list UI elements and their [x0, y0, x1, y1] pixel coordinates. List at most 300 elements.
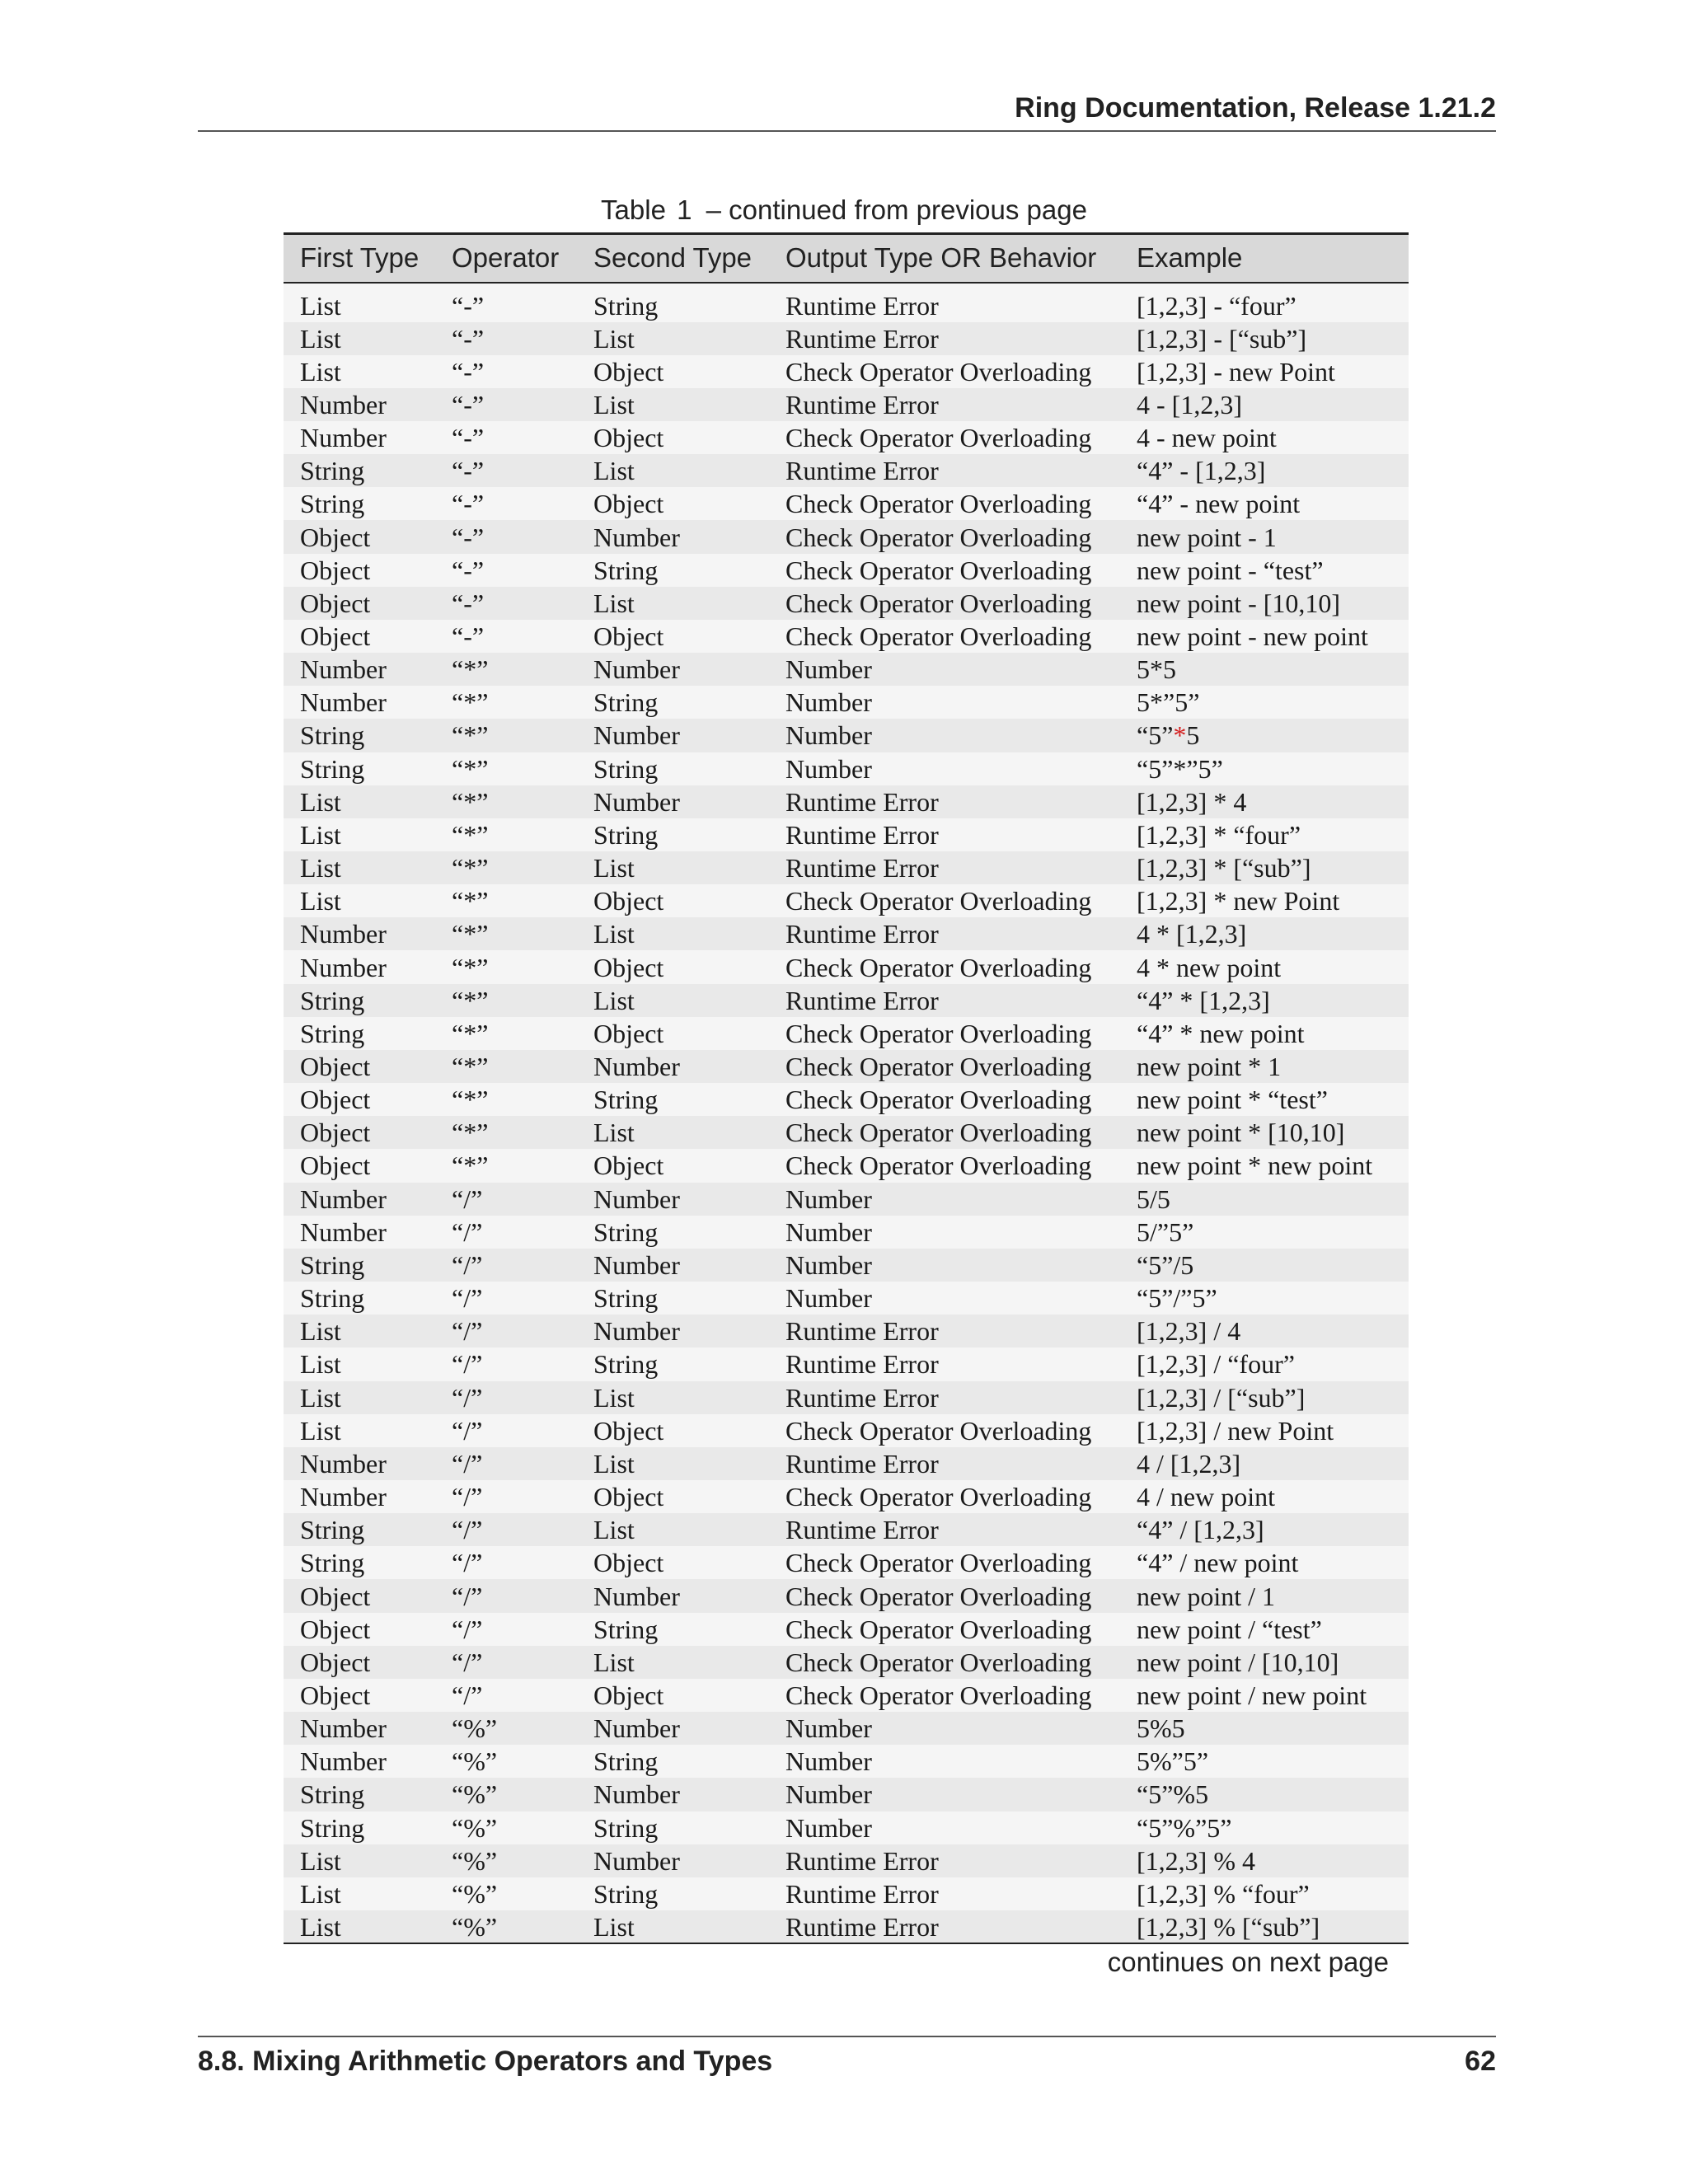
- cell-output: Runtime Error: [785, 786, 939, 817]
- cell-operator: “/”: [452, 1283, 483, 1314]
- cell-operator: “%”: [452, 1845, 498, 1876]
- running-footer: [198, 2036, 1496, 2077]
- cell-operator: “/”: [452, 1515, 483, 1545]
- cell-output: Check Operator Overloading: [785, 423, 1092, 453]
- cell-operator: “-”: [452, 323, 485, 354]
- cell-operator: “/”: [452, 1382, 483, 1413]
- cell-operator: “/”: [452, 1249, 483, 1280]
- cell-second-type: List: [593, 1448, 635, 1479]
- cell-operator: “*”: [452, 1018, 489, 1048]
- cell-operator: “-”: [452, 456, 485, 486]
- table-caption: [0, 194, 1688, 226]
- cell-first-type: Number: [300, 919, 387, 949]
- cell-example: [1,2,3] % “four”: [1137, 1878, 1310, 1909]
- cell-output: Check Operator Overloading: [785, 1680, 1092, 1710]
- cell-operator: “%”: [452, 1713, 498, 1744]
- cell-operator: “%”: [452, 1911, 498, 1942]
- cell-example: new point - “test”: [1137, 555, 1324, 585]
- cell-operator: “/”: [452, 1448, 483, 1479]
- cell-second-type: Number: [593, 1713, 680, 1744]
- cell-first-type: String: [300, 753, 365, 784]
- cell-example: 4 * new point: [1137, 952, 1282, 982]
- cell-example: new point - new point: [1137, 621, 1368, 651]
- cell-first-type: Object: [300, 1151, 371, 1181]
- cell-operator: “%”: [452, 1812, 498, 1843]
- cell-operator: “*”: [452, 886, 489, 916]
- table-row: [284, 950, 1409, 983]
- cell-output: Number: [785, 687, 872, 718]
- cell-first-type: String: [300, 1812, 365, 1843]
- table-row: [284, 1116, 1409, 1149]
- cell-output: Runtime Error: [785, 1448, 939, 1479]
- col-header-example: Example: [1137, 242, 1243, 274]
- operator-type-table: [284, 232, 1409, 1944]
- table-row: [284, 1381, 1409, 1414]
- cell-second-type: String: [593, 1878, 659, 1909]
- cell-output: Check Operator Overloading: [785, 356, 1092, 387]
- cell-operator: “*”: [452, 853, 489, 883]
- cell-output: Runtime Error: [785, 985, 939, 1015]
- cell-first-type: Object: [300, 555, 371, 585]
- cell-output: Number: [785, 753, 872, 784]
- cell-second-type: Number: [593, 1316, 680, 1347]
- cell-operator: “*”: [452, 654, 489, 685]
- cell-second-type: String: [593, 555, 659, 585]
- table-row: [284, 1546, 1409, 1579]
- cell-second-type: List: [593, 1118, 635, 1148]
- cell-operator: “*”: [452, 919, 489, 949]
- cell-operator: “/”: [452, 1581, 483, 1611]
- cell-operator: “%”: [452, 1746, 498, 1777]
- table-row: [284, 1315, 1409, 1347]
- cell-example: “4” - new point: [1137, 489, 1301, 519]
- cell-second-type: Object: [593, 1018, 664, 1048]
- cell-first-type: Object: [300, 522, 371, 552]
- cell-example: “4” - [1,2,3]: [1137, 456, 1266, 486]
- cell-second-type: Object: [593, 423, 664, 453]
- cell-second-type: List: [593, 985, 635, 1015]
- cell-first-type: Number: [300, 1183, 387, 1214]
- table-row: [284, 283, 1409, 322]
- cell-first-type: String: [300, 1548, 365, 1578]
- cell-example: new point * 1: [1137, 1052, 1282, 1082]
- cell-example: new point - [10,10]: [1137, 588, 1341, 618]
- cell-first-type: Number: [300, 952, 387, 982]
- cell-operator: “-”: [452, 291, 485, 321]
- cell-output: Runtime Error: [785, 1382, 939, 1413]
- cell-first-type: Number: [300, 1482, 387, 1512]
- cell-example: [1,2,3] / 4: [1137, 1316, 1241, 1347]
- cell-example: “5”%”5”: [1137, 1812, 1232, 1843]
- cell-second-type: String: [593, 1283, 659, 1314]
- cell-operator: “-”: [452, 555, 485, 585]
- cell-second-type: Object: [593, 1680, 664, 1710]
- cell-output: Check Operator Overloading: [785, 1415, 1092, 1446]
- cell-first-type: List: [300, 323, 341, 354]
- cell-example: “5”/”5”: [1137, 1283, 1217, 1314]
- cell-first-type: Number: [300, 1746, 387, 1777]
- cell-example: 4 / [1,2,3]: [1137, 1448, 1241, 1479]
- cell-operator: “-”: [452, 522, 485, 552]
- cell-second-type: Number: [593, 1779, 680, 1810]
- table-row: [284, 1447, 1409, 1480]
- cell-second-type: Object: [593, 886, 664, 916]
- cell-example: “4” * new point: [1137, 1018, 1305, 1048]
- cell-output: Runtime Error: [785, 456, 939, 486]
- cell-output: Number: [785, 1283, 872, 1314]
- cell-example: [1,2,3] % 4: [1137, 1845, 1255, 1876]
- cell-first-type: List: [300, 356, 341, 387]
- cell-output: Runtime Error: [785, 819, 939, 850]
- cell-second-type: Number: [593, 654, 680, 685]
- caption-number: 1: [677, 194, 692, 225]
- cell-first-type: Object: [300, 1647, 371, 1677]
- cell-second-type: List: [593, 1911, 635, 1942]
- cell-output: Runtime Error: [785, 1515, 939, 1545]
- cell-operator: “/”: [452, 1680, 483, 1710]
- cell-first-type: Object: [300, 588, 371, 618]
- cell-operator: “-”: [452, 489, 485, 519]
- cell-example: 4 - [1,2,3]: [1137, 389, 1242, 419]
- cell-example: [1,2,3] - new Point: [1137, 356, 1335, 387]
- cell-operator: “*”: [452, 1052, 489, 1082]
- cell-first-type: List: [300, 1316, 341, 1347]
- cell-second-type: Object: [593, 489, 664, 519]
- table-row: [284, 752, 1409, 785]
- highlighted-operator: *: [1173, 720, 1187, 751]
- cell-second-type: Object: [593, 356, 664, 387]
- table-row: [284, 620, 1409, 653]
- cell-example: new point / 1: [1137, 1581, 1275, 1611]
- cell-output: Runtime Error: [785, 323, 939, 354]
- cell-output: Check Operator Overloading: [785, 1548, 1092, 1578]
- table-row: [284, 1513, 1409, 1546]
- cell-example: 5*”5”: [1137, 687, 1200, 718]
- cell-first-type: Object: [300, 621, 371, 651]
- table-row: [284, 884, 1409, 917]
- table-row: [284, 554, 1409, 587]
- table-header: [284, 234, 1409, 283]
- cell-second-type: List: [593, 389, 635, 419]
- cell-output: Check Operator Overloading: [785, 588, 1092, 618]
- cell-output: Runtime Error: [785, 291, 939, 321]
- table-row: [284, 1745, 1409, 1778]
- section-title: 8.8. Mixing Arithmetic Operators and Types: [198, 2046, 773, 2077]
- cell-example: “4” / new point: [1137, 1548, 1299, 1578]
- continuation-note: continues on next page: [1107, 1947, 1389, 1977]
- cell-operator: “*”: [452, 720, 489, 751]
- table-row: [284, 587, 1409, 620]
- table-row: [284, 1050, 1409, 1083]
- cell-second-type: Number: [593, 1183, 680, 1214]
- cell-output: Runtime Error: [785, 1349, 939, 1380]
- cell-example: 4 - new point: [1137, 423, 1277, 453]
- document-title: Ring Documentation, Release 1.21.2: [1015, 92, 1496, 124]
- header-row: [284, 234, 1409, 283]
- cell-first-type: String: [300, 489, 365, 519]
- cell-output: Runtime Error: [785, 919, 939, 949]
- col-header-second-type: Second Type: [593, 242, 753, 274]
- cell-first-type: Number: [300, 687, 387, 718]
- cell-second-type: List: [593, 853, 635, 883]
- cell-output: Number: [785, 720, 872, 751]
- cell-operator: “/”: [452, 1415, 483, 1446]
- cell-second-type: String: [593, 1614, 659, 1644]
- cell-example: [1,2,3] / “four”: [1137, 1349, 1295, 1380]
- cell-second-type: Object: [593, 1151, 664, 1181]
- cell-operator: “%”: [452, 1878, 498, 1909]
- cell-output: Check Operator Overloading: [785, 1085, 1092, 1115]
- cell-first-type: String: [300, 1018, 365, 1048]
- cell-operator: “-”: [452, 356, 485, 387]
- cell-first-type: List: [300, 1878, 341, 1909]
- cell-operator: “*”: [452, 1151, 489, 1181]
- table-row: [284, 421, 1409, 454]
- table-row: [284, 719, 1409, 752]
- table-row: [284, 454, 1409, 487]
- cell-output: Number: [785, 1713, 872, 1744]
- page-number: 62: [1465, 2046, 1496, 2077]
- cell-first-type: String: [300, 1515, 365, 1545]
- cell-example: [1,2,3] / [“sub”]: [1137, 1382, 1306, 1413]
- cell-output: Check Operator Overloading: [785, 1647, 1092, 1677]
- cell-output: Number: [785, 654, 872, 685]
- cell-output: Check Operator Overloading: [785, 1151, 1092, 1181]
- cell-first-type: List: [300, 886, 341, 916]
- table-row: [284, 1712, 1409, 1745]
- table-row: [284, 1149, 1409, 1182]
- cell-example: 5/5: [1137, 1183, 1170, 1214]
- cell-example: “5”%5: [1137, 1779, 1209, 1810]
- cell-operator: “/”: [452, 1647, 483, 1677]
- cell-example: “5”*5: [1137, 720, 1200, 751]
- table-row: [284, 520, 1409, 553]
- cell-first-type: Number: [300, 654, 387, 685]
- col-header-output: Output Type OR Behavior: [785, 242, 1097, 274]
- cell-first-type: String: [300, 985, 365, 1015]
- cell-output: Number: [785, 1183, 872, 1214]
- cell-output: Number: [785, 1249, 872, 1280]
- cell-operator: “/”: [452, 1349, 483, 1380]
- cell-operator: “%”: [452, 1779, 498, 1810]
- col-header-operator: Operator: [452, 242, 560, 274]
- table-row: [284, 917, 1409, 950]
- cell-first-type: Object: [300, 1085, 371, 1115]
- cell-output: Check Operator Overloading: [785, 1118, 1092, 1148]
- cell-operator: “/”: [452, 1216, 483, 1247]
- cell-example: “4” / [1,2,3]: [1137, 1515, 1264, 1545]
- cell-operator: “/”: [452, 1614, 483, 1644]
- cell-second-type: String: [593, 291, 659, 321]
- cell-output: Number: [785, 1812, 872, 1843]
- cell-operator: “/”: [452, 1482, 483, 1512]
- cell-second-type: String: [593, 1349, 659, 1380]
- cell-second-type: Number: [593, 720, 680, 751]
- cell-output: Number: [785, 1779, 872, 1810]
- cell-output: Check Operator Overloading: [785, 886, 1092, 916]
- cell-example: [1,2,3] * “four”: [1137, 819, 1301, 850]
- cell-second-type: String: [593, 1216, 659, 1247]
- cell-operator: “*”: [452, 952, 489, 982]
- cell-second-type: String: [593, 687, 659, 718]
- cell-output: Check Operator Overloading: [785, 555, 1092, 585]
- cell-operator: “*”: [452, 1085, 489, 1115]
- cell-example: new point * new point: [1137, 1151, 1373, 1181]
- cell-first-type: List: [300, 819, 341, 850]
- cell-output: Check Operator Overloading: [785, 952, 1092, 982]
- cell-second-type: String: [593, 1746, 659, 1777]
- table-row: [284, 322, 1409, 355]
- cell-output: Check Operator Overloading: [785, 1614, 1092, 1644]
- cell-operator: “*”: [452, 786, 489, 817]
- cell-first-type: List: [300, 1845, 341, 1876]
- cell-output: Check Operator Overloading: [785, 522, 1092, 552]
- cell-example: [1,2,3] * 4: [1137, 786, 1247, 817]
- cell-second-type: Number: [593, 1249, 680, 1280]
- table-row: [284, 818, 1409, 851]
- cell-first-type: List: [300, 1382, 341, 1413]
- cell-operator: “/”: [452, 1548, 483, 1578]
- caption-suffix: – continued from previous page: [706, 194, 1087, 225]
- cell-operator: “/”: [452, 1316, 483, 1347]
- cell-second-type: Number: [593, 786, 680, 817]
- cell-first-type: List: [300, 1349, 341, 1380]
- cell-first-type: Object: [300, 1680, 371, 1710]
- table-row: [284, 1613, 1409, 1646]
- cell-operator: “-”: [452, 389, 485, 419]
- cell-operator: “*”: [452, 1118, 489, 1148]
- cell-operator: “*”: [452, 985, 489, 1015]
- cell-second-type: Object: [593, 621, 664, 651]
- running-header: [198, 91, 1496, 132]
- cell-example: new point / [10,10]: [1137, 1647, 1339, 1677]
- cell-example: 5/”5”: [1137, 1216, 1194, 1247]
- cell-example: [1,2,3] - [“sub”]: [1137, 323, 1307, 354]
- cell-output: Check Operator Overloading: [785, 1482, 1092, 1512]
- cell-example: new point - 1: [1137, 522, 1277, 552]
- cell-first-type: String: [300, 1249, 365, 1280]
- cell-second-type: Number: [593, 1845, 680, 1876]
- cell-example: [1,2,3] * new Point: [1137, 886, 1340, 916]
- cell-second-type: Number: [593, 1581, 680, 1611]
- cell-example: [1,2,3] % [“sub”]: [1137, 1911, 1320, 1942]
- table-row: [284, 1282, 1409, 1315]
- table-row: [284, 653, 1409, 686]
- cell-first-type: Number: [300, 423, 387, 453]
- table-row: [284, 1480, 1409, 1513]
- cell-example: “5”/5: [1137, 1249, 1194, 1280]
- table-row: [284, 1216, 1409, 1249]
- cell-first-type: Object: [300, 1581, 371, 1611]
- cell-second-type: List: [593, 456, 635, 486]
- cell-operator: “/”: [452, 1183, 483, 1214]
- table-row: [284, 1579, 1409, 1612]
- cell-first-type: Number: [300, 1448, 387, 1479]
- cell-output: Runtime Error: [785, 1316, 939, 1347]
- cell-second-type: String: [593, 753, 659, 784]
- table-row: [284, 851, 1409, 884]
- cell-output: Check Operator Overloading: [785, 1581, 1092, 1611]
- table-row: [284, 1414, 1409, 1447]
- cell-first-type: Object: [300, 1052, 371, 1082]
- cell-example: [1,2,3] * [“sub”]: [1137, 853, 1311, 883]
- cell-first-type: List: [300, 786, 341, 817]
- table-row: [284, 1811, 1409, 1844]
- cell-output: Runtime Error: [785, 1845, 939, 1876]
- cell-operator: “*”: [452, 687, 489, 718]
- cell-output: Check Operator Overloading: [785, 1052, 1092, 1082]
- table-body: [284, 283, 1409, 1944]
- cell-first-type: String: [300, 1283, 365, 1314]
- cell-example: new point / “test”: [1137, 1614, 1322, 1644]
- cell-operator: “*”: [452, 753, 489, 784]
- cell-operator: “-”: [452, 423, 485, 453]
- table-row: [284, 355, 1409, 388]
- table-row: [284, 1347, 1409, 1380]
- cell-first-type: List: [300, 291, 341, 321]
- cell-first-type: Number: [300, 1713, 387, 1744]
- table-row: [284, 1646, 1409, 1679]
- table-row: [284, 1017, 1409, 1050]
- cell-example: [1,2,3] - “four”: [1137, 291, 1296, 321]
- cell-output: Runtime Error: [785, 1878, 939, 1909]
- table-row: [284, 686, 1409, 719]
- table-row: [284, 785, 1409, 818]
- table-row: [284, 1877, 1409, 1910]
- cell-second-type: Object: [593, 952, 664, 982]
- col-header-first-type: First Type: [300, 242, 420, 274]
- cell-second-type: String: [593, 1812, 659, 1843]
- cell-example: 4 / new point: [1137, 1482, 1275, 1512]
- cell-output: Runtime Error: [785, 853, 939, 883]
- cell-output: Check Operator Overloading: [785, 489, 1092, 519]
- cell-second-type: List: [593, 919, 635, 949]
- cell-example: 5%”5”: [1137, 1746, 1209, 1777]
- cell-first-type: Number: [300, 1216, 387, 1247]
- table-row: [284, 1249, 1409, 1282]
- cell-first-type: String: [300, 1779, 365, 1810]
- cell-first-type: Object: [300, 1614, 371, 1644]
- cell-example: “4” * [1,2,3]: [1137, 985, 1270, 1015]
- table-row: [284, 1910, 1409, 1943]
- cell-second-type: List: [593, 1515, 635, 1545]
- cell-operator: “*”: [452, 819, 489, 850]
- cell-second-type: String: [593, 819, 659, 850]
- cell-second-type: Number: [593, 1052, 680, 1082]
- cell-second-type: String: [593, 1085, 659, 1115]
- cell-example: 5*5: [1137, 654, 1176, 685]
- cell-second-type: List: [593, 588, 635, 618]
- table-row: [284, 1844, 1409, 1877]
- cell-example: “5”*”5”: [1137, 753, 1223, 784]
- cell-second-type: Object: [593, 1548, 664, 1578]
- cell-output: Check Operator Overloading: [785, 621, 1092, 651]
- cell-output: Number: [785, 1746, 872, 1777]
- cell-output: Number: [785, 1216, 872, 1247]
- cell-output: Check Operator Overloading: [785, 1018, 1092, 1048]
- cell-operator: “-”: [452, 588, 485, 618]
- caption-prefix: Table: [601, 194, 666, 225]
- table-row: [284, 1183, 1409, 1216]
- cell-first-type: List: [300, 853, 341, 883]
- cell-second-type: List: [593, 1382, 635, 1413]
- table-row: [284, 1778, 1409, 1811]
- cell-second-type: List: [593, 323, 635, 354]
- cell-output: Runtime Error: [785, 389, 939, 419]
- cell-first-type: List: [300, 1415, 341, 1446]
- cell-first-type: String: [300, 720, 365, 751]
- cell-example: 5%5: [1137, 1713, 1185, 1744]
